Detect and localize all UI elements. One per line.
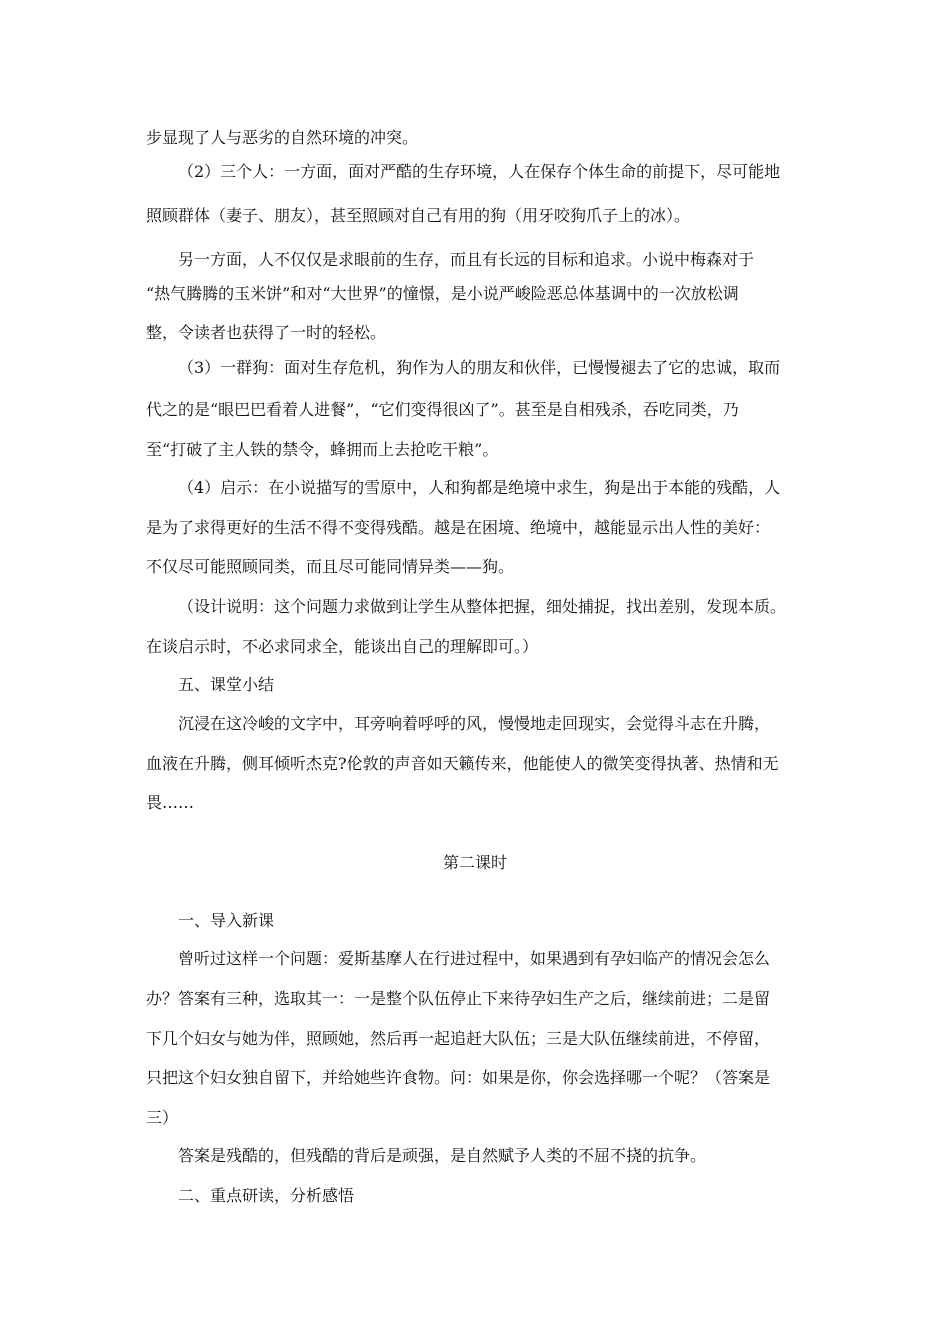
text-line: （4）启示：在小说描写的雪原中，人和狗都是绝境中求生，狗是出于本能的残酷，人 <box>178 478 781 497</box>
text-line: （设计说明：这个问题力求做到让学生从整体把握，细处捕捉，找出差别，发现本质。 <box>178 597 787 616</box>
text-line: （2）三个人：一方面，面对严酷的生存环境，人在保存个体生命的前提下，尽可能地 <box>178 162 781 181</box>
section-heading: 一、导入新课 <box>178 911 275 930</box>
lesson-title: 第二课时 <box>442 853 507 872</box>
section-heading: 二、重点研读，分析感悟 <box>178 1186 355 1205</box>
text-line: 至“打破了主人铁的禁令，蜂拥而上去抢吃干粮”。 <box>146 440 499 459</box>
text-line: 照顾群体（妻子、朋友），甚至照顾对自己有用的狗（用牙咬狗爪子上的冰）。 <box>146 206 691 225</box>
text-line: 是为了求得更好的生活不得不变得残酷。越是在困境、绝境中，越能显示出人性的美好： <box>146 518 771 537</box>
text-line: “热气腾腾的玉米饼”和对“大世界”的憧憬，是小说严峻险恶总体基调中的一次放松调 <box>146 284 739 303</box>
text-line: 下几个妇女与她为伴，照顾她，然后再一起追赶大队伍；三是大队伍继续前进，不停留， <box>146 1029 771 1048</box>
text-line: 办？答案有三种，选取其一：一是整个队伍停止下来待孕妇生产之后，继续前进；二是留 <box>146 989 771 1008</box>
text-line: 整，令读者也获得了一时的轻松。 <box>146 323 387 342</box>
text-line: 血液在升腾，侧耳倾听杰克?伦敦的声音如天籁传来，他能使人的微笑变得执著、热情和无 <box>146 754 779 773</box>
text-line: 另一方面，人不仅仅是求眼前的生存，而且有长远的目标和追求。小说中梅森对于 <box>178 250 755 269</box>
text-line: 三） <box>146 1108 179 1127</box>
text-line: 在谈启示时，不必求同求全，能谈出自己的理解即可。） <box>146 637 539 656</box>
text-line: 代之的是“眼巴巴看着人进餐”，“它们变得很凶了”。甚至是自相残杀，吞吃同类，乃 <box>146 400 739 419</box>
text-line: 曾听过这样一个问题：爱斯基摩人在行进过程中，如果遇到有孕妇临产的情况会怎么 <box>178 949 771 968</box>
section-heading: 五、课堂小结 <box>178 675 275 694</box>
text-line: 不仅尽可能照顾同类，而且尽可能同情异类——狗。 <box>146 557 515 576</box>
text-line: 答案是残酷的，但残酷的背后是顽强，是自然赋予人类的不屈不挠的抗争。 <box>178 1146 707 1165</box>
text-line: 步显现了人与恶劣的自然环境的冲突。 <box>146 128 419 147</box>
text-line: 沉浸在这冷峻的文字中，耳旁响着呼呼的风，慢慢地走回现实，会觉得斗志在升腾， <box>178 714 771 733</box>
text-line: （3）一群狗：面对生存危机，狗作为人的朋友和伙伴，已慢慢褪去了它的忠诚，取而 <box>178 358 781 377</box>
text-line: 只把这个妇女独自留下，并给她些许食物。问：如果是你，你会选择哪一个呢？（答案是 <box>146 1068 771 1087</box>
text-line: 畏…… <box>146 793 195 812</box>
